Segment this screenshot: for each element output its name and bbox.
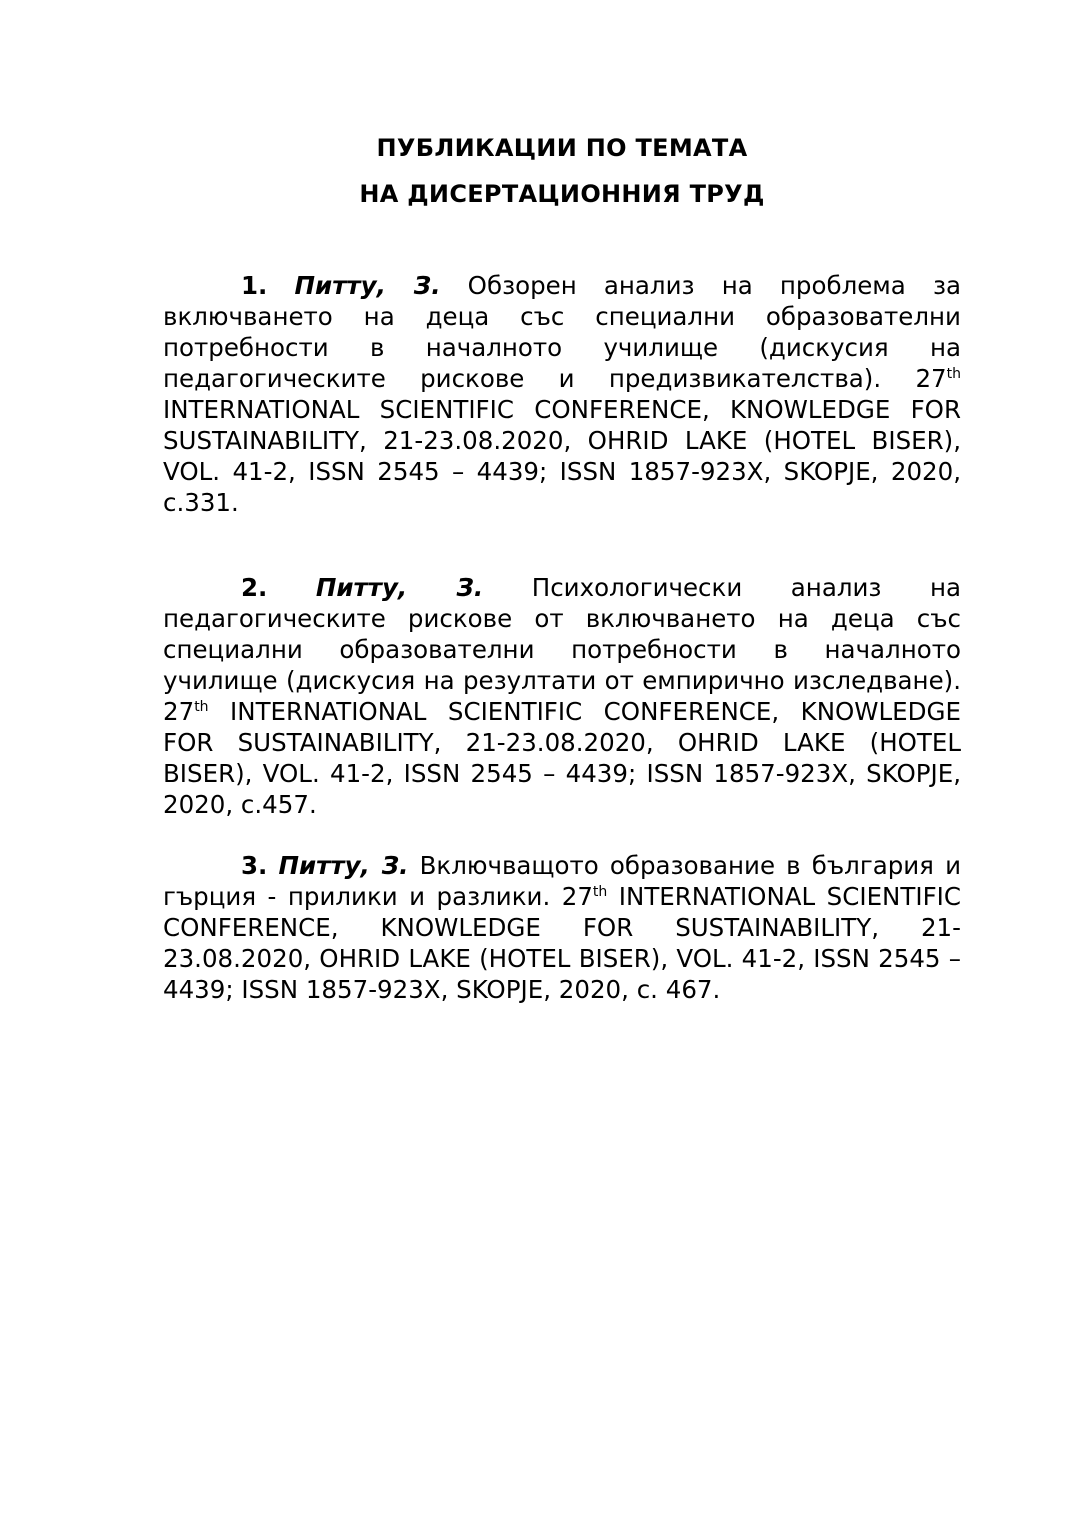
publication-title: Обзорен анализ на проблема за включването на деца със специални образователни потребности в началното училище (дискусия на педагогическите рискове и предизвикателства). <box>163 271 961 393</box>
publication-author: Питту, З. <box>278 851 409 880</box>
conference-number: 27 <box>561 882 593 911</box>
publication-author: Питту, З. <box>294 271 441 300</box>
publication-entry-3 <box>163 850 961 1005</box>
conference-ordinal-suffix: th <box>592 883 608 900</box>
publication-title: Включващото образование в българия и гърция - прилики и разлики. <box>163 851 961 911</box>
publication-details: INTERNATIONAL SCIENTIFIC CONFERENCE, KNOWLEDGE FOR SUSTAINABILITY, 21-23.08.2020, OHRID LAKE (HOTEL BISER), VOL. 41-2, ISSN 2545 – 4439; ISSN 1857-923X, SKOPJE, 2020, с.457. <box>163 697 961 819</box>
publication-number: 3. <box>241 851 268 880</box>
conference-ordinal <box>562 882 608 911</box>
conference-ordinal-suffix: th <box>946 365 961 382</box>
publication-number: 1. <box>241 271 268 300</box>
conference-number: 27 <box>163 697 195 726</box>
publication-title: Психологически анализ на педагогическите рискове от включването на деца със специални образователни потребности в началното училище (дискусия на резултати от емпирично изследване). <box>163 573 961 695</box>
conference-ordinal <box>915 364 961 393</box>
publication-number: 2. <box>241 573 268 602</box>
publication-author: Питту, З. <box>315 573 484 602</box>
publication-details: INTERNATIONAL SCIENTIFIC CONFERENCE, KNOWLEDGE FOR SUSTAINABILITY, 21-23.08.2020, OHRID LAKE (HOTEL BISER), VOL. 41-2, ISSN 2545 – 4439; ISSN 1857-923X, SKOPJE, 2020, с.331. <box>163 395 961 517</box>
conference-number: 27 <box>915 364 947 393</box>
publication-entry-2 <box>163 572 961 820</box>
conference-ordinal-suffix: th <box>194 698 209 715</box>
page-title-line-1: ПУБЛИКАЦИИ ПО ТЕМАТА <box>376 134 748 162</box>
publication-details: INTERNATIONAL SCIENTIFIC CONFERENCE, KNOWLEDGE FOR SUSTAINABILITY, 21-23.08.2020, OHRID LAKE (HOTEL BISER), VOL. 41-2, ISSN 2545 – 4439; ISSN 1857-923X, SKOPJE, 2020, с. 467. <box>163 882 961 1004</box>
conference-ordinal <box>163 697 209 726</box>
page-title-line-2: НА ДИСЕРТАЦИОННИЯ ТРУД <box>359 180 765 208</box>
publication-entry-1 <box>163 270 961 518</box>
